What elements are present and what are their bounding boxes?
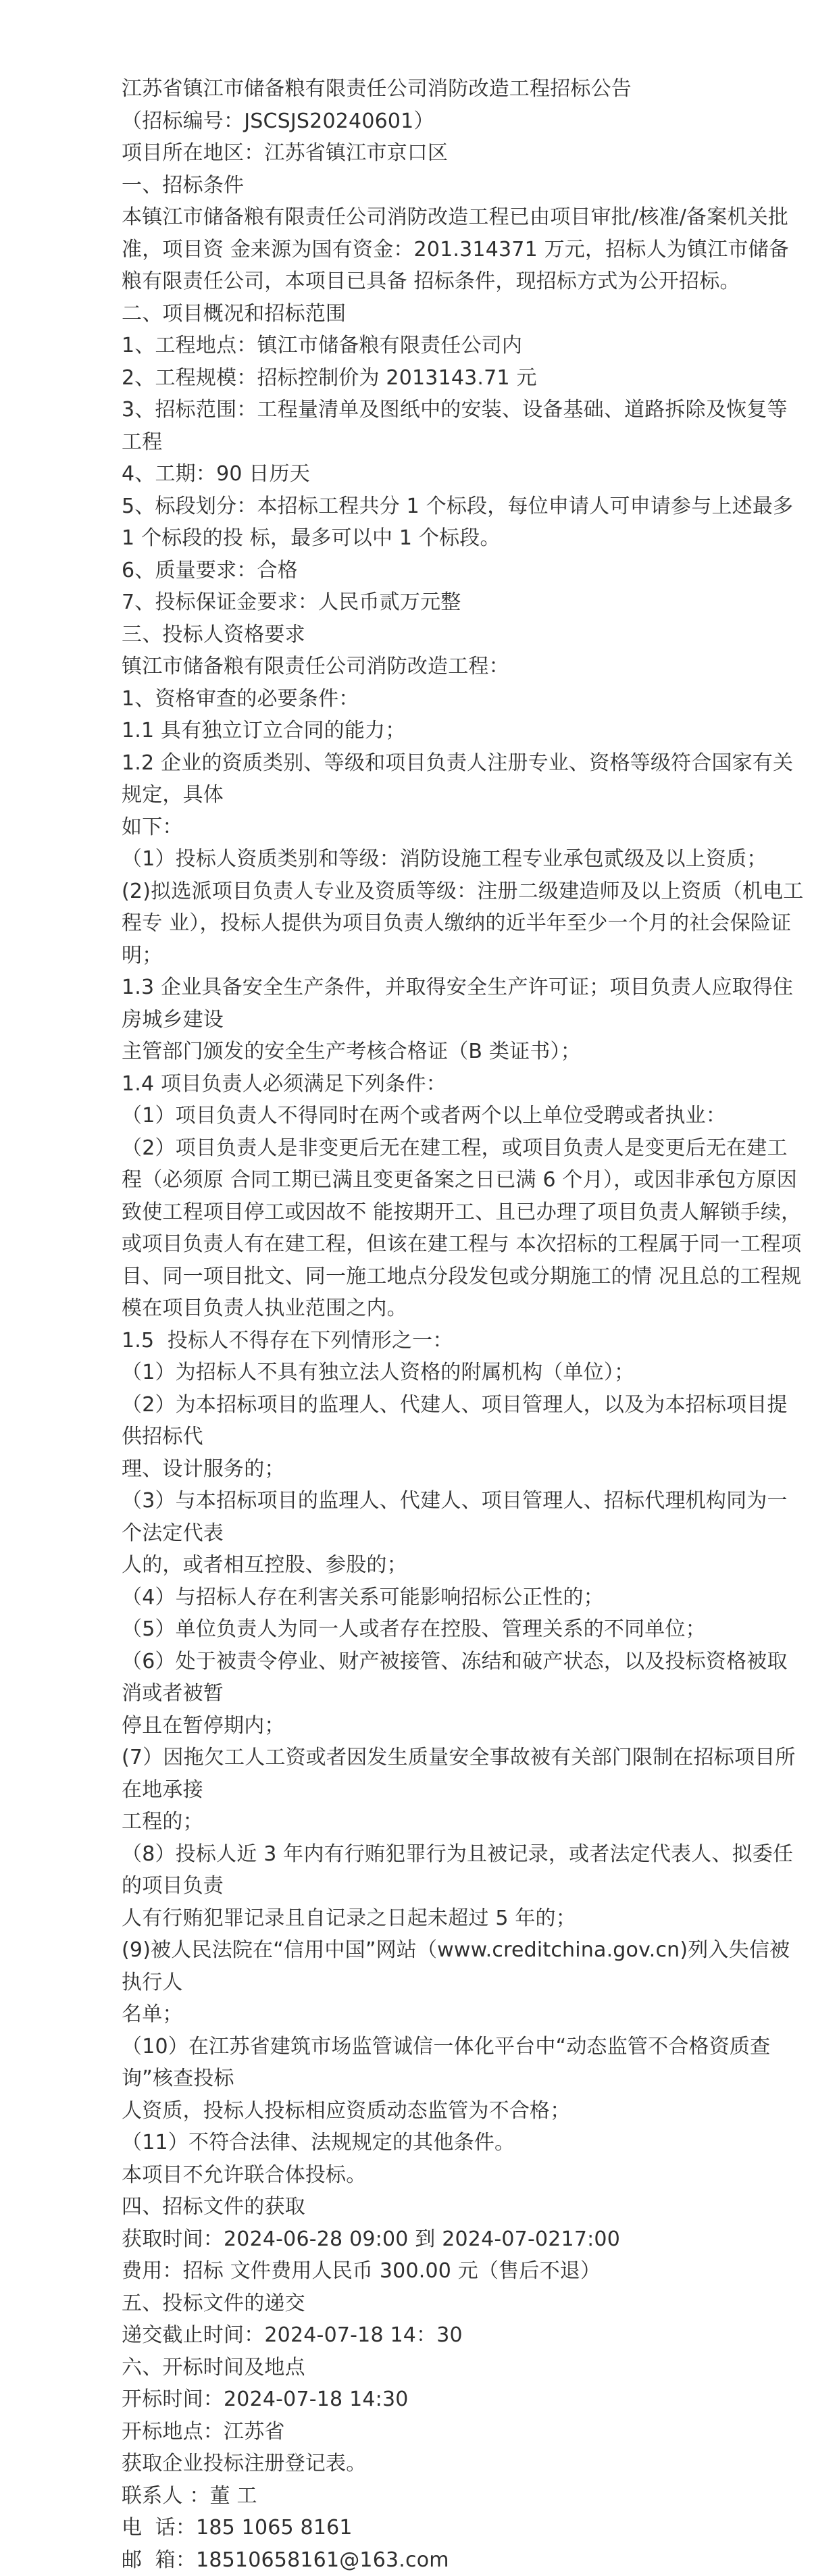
exclusion-item: 理、设计服务的； (122, 1453, 804, 1486)
document-fee: 五、投标文件的递交 (122, 2288, 804, 2320)
exclusion-item: （1）为招标人不具有独立法人资格的附属机构（单位）； (122, 1357, 804, 1389)
section-heading-bid-opening: 开标时间：2024-07-18 14:30 (122, 2383, 804, 2416)
exclusion-item: 停且在暂停期内； (122, 1710, 804, 1742)
no-joint-bidding: 四、招标文件的获取 (122, 2191, 804, 2223)
section-heading-submission: 递交截止时间：2024-07-18 14：30 (122, 2319, 804, 2352)
exclusion-item: 名单； (122, 1998, 804, 2031)
project-location: 1、工程地点：镇江市储备粮有限责任公司内 (122, 330, 804, 362)
exclusion-item: （2）为本招标项目的监理人、代建人、项目管理人，以及为本招标项目提供招标代 (122, 1389, 804, 1453)
contact-person: 电 话：185 1065 8161 (122, 2512, 804, 2544)
qualification-item: 主管部门颁发的安全生产考核合格证（B 类证书）； (122, 1036, 804, 1068)
construction-period: 4、工期：90 日历天 (122, 458, 804, 490)
doc-title: 江苏省镇江市储备粮有限责任公司消防改造工程招标公告 (122, 73, 804, 105)
exclusion-item: （10）在江苏省建筑市场监管诚信一体化平台中“动态监管不合格资质查询”核查投标 (122, 2031, 804, 2095)
exclusion-item: 工程的； (122, 1806, 804, 1838)
project-region: 项目所在地区：江苏省镇江市京口区 (122, 137, 804, 170)
qualification-project-name: 镇江市储备粮有限责任公司消防改造工程： (122, 651, 804, 683)
submission-deadline: 六、开标时间及地点 (122, 2352, 804, 2384)
tender-scope: 3、招标范围：工程量清单及图纸中的安装、设备基础、道路拆除及恢复等工程 (122, 394, 804, 458)
qualification-required-conditions: 1、资格审查的必要条件： (122, 683, 804, 715)
exclusion-item: (9)被人民法院在“信用中国”网站（www.creditchina.gov.cn)列入失信被执行人 (122, 1934, 804, 1998)
exclusion-item: 人资质，投标人投标相应资质动态监管为不合格； (122, 2095, 804, 2127)
exclusion-item: （6）处于被责令停业、财产被接管、冻结和破产状态，以及投标资格被取消或者被暂 (122, 1646, 804, 1710)
bid-bond-requirement: 7、投标保证金要求：人民币贰万元整 (122, 586, 804, 619)
section-heading-bidder-qualifications: 三、投标人资格要求 (122, 619, 804, 651)
quality-requirement: 6、质量要求：合格 (122, 555, 804, 587)
qualification-item: 如下： (122, 811, 804, 844)
qualification-item: （1）投标人资质类别和等级：消防设施工程专业承包贰级及以上资质； (122, 843, 804, 876)
section-heading-project-overview: 二、项目概况和招标范围 (122, 298, 804, 330)
project-scale: 2、工程规模：招标控制价为 2013143.71 元 (122, 362, 804, 395)
exclusion-item: （5）单位负责人为同一人或者存在控股、管理关系的不同单位； (122, 1613, 804, 1646)
qualification-item: (2)拟选派项目负责人专业及资质等级：注册二级建造师及以上资质（机电工程专 业），投标人提供为项目负责人缴纳的近半年至少一个月的社会保险证明； (122, 876, 804, 972)
tender-conditions-paragraph: 本镇江市储备粮有限责任公司消防改造工程已由项目审批/核准/备案机关批准，项目资 金来源为国有资金：201.314371 万元，招标人为镇江市储备粮有限责任公司，本项目已具备 招标条件，现招标方式为公开招标。 (122, 201, 804, 298)
registration-form-note: 联系人 ：董 工 (122, 2480, 804, 2512)
qualification-item: 1.2 企业的资质类别、等级和项目负责人注册专业、资格等级符合国家有关规定，具体 (122, 747, 804, 811)
exclusion-item: (7）因拖欠工人工资或者因发生质量安全事故被有关部门限制在招标项目所在地承接 (122, 1742, 804, 1806)
section-heading-obtain-documents: 获取时间：2024-06-28 09:00 到 2024-07-0217:00 (122, 2223, 804, 2256)
contact-phone: 邮 箱：18510658161@163.com (122, 2544, 804, 2576)
qualification-item: 1.4 项目负责人必须满足下列条件： (122, 1068, 804, 1101)
bid-opening-location: 获取企业投标注册登记表。 (122, 2448, 804, 2480)
exclusion-item: 人的，或者相互控股、参股的； (122, 1549, 804, 1582)
bid-opening-time: 开标地点：江苏省 (122, 2416, 804, 2448)
exclusion-item: 本项目不允许联合体投标。 (122, 2159, 804, 2192)
exclusion-item: （8）投标人近 3 年内有行贿犯罪行为且被记录，或者法定代表人、拟委任的项目负责 (122, 1838, 804, 1902)
exclusion-item: （3）与本招标项目的监理人、代建人、项目管理人、招标代理机构同为一个法定代表 (122, 1485, 804, 1549)
tender-number: （招标编号：JSCSJS20240601） (122, 105, 804, 138)
exclusion-heading: 1.5 投标人不得存在下列情形之一： (122, 1325, 804, 1357)
exclusion-item: （11）不符合法律、法规规定的其他条件。 (122, 2127, 804, 2159)
obtain-time: 费用：招标 文件费用人民币 300.00 元（售后不退） (122, 2255, 804, 2288)
exclusion-item: 人有行贿犯罪记录且自记录之日起未超过 5 年的； (122, 1902, 804, 1935)
qualification-item: 1.1 具有独立订立合同的能力； (122, 715, 804, 747)
exclusion-item: （4）与招标人存在利害关系可能影响招标公正性的； (122, 1582, 804, 1614)
qualification-item: （1）项目负责人不得同时在两个或者两个以上单位受聘或者执业： (122, 1100, 804, 1132)
qualification-item: （2）项目负责人是非变更后无在建工程，或项目负责人是变更后无在建工程（必须原 合同工期已满且变更备案之日已满 6 个月），或因非承包方原因致使工程项目停工或因故不 能按期开工、且已办理了项目负责人解锁手续，或项目负责人有在建工程，但该在建工程与 本次招标的工程属于同一工程项目、同一项目批文、同一施工地点分段发包或分期施工的情 况且总的工程规模在项目负责人执业范围之内。 (122, 1132, 804, 1325)
qualification-item: 1.3 企业具备安全生产条件，并取得安全生产许可证；项目负责人应取得住房城乡建设 (122, 971, 804, 1036)
tender-announcement (122, 73, 804, 2576)
section-heading-tender-conditions: 一、招标条件 (122, 170, 804, 202)
lot-division: 5、标段划分：本招标工程共分 1 个标段，每位申请人可申请参与上述最多 1 个标段的投 标，最多可以中 1 个标段。 (122, 490, 804, 555)
